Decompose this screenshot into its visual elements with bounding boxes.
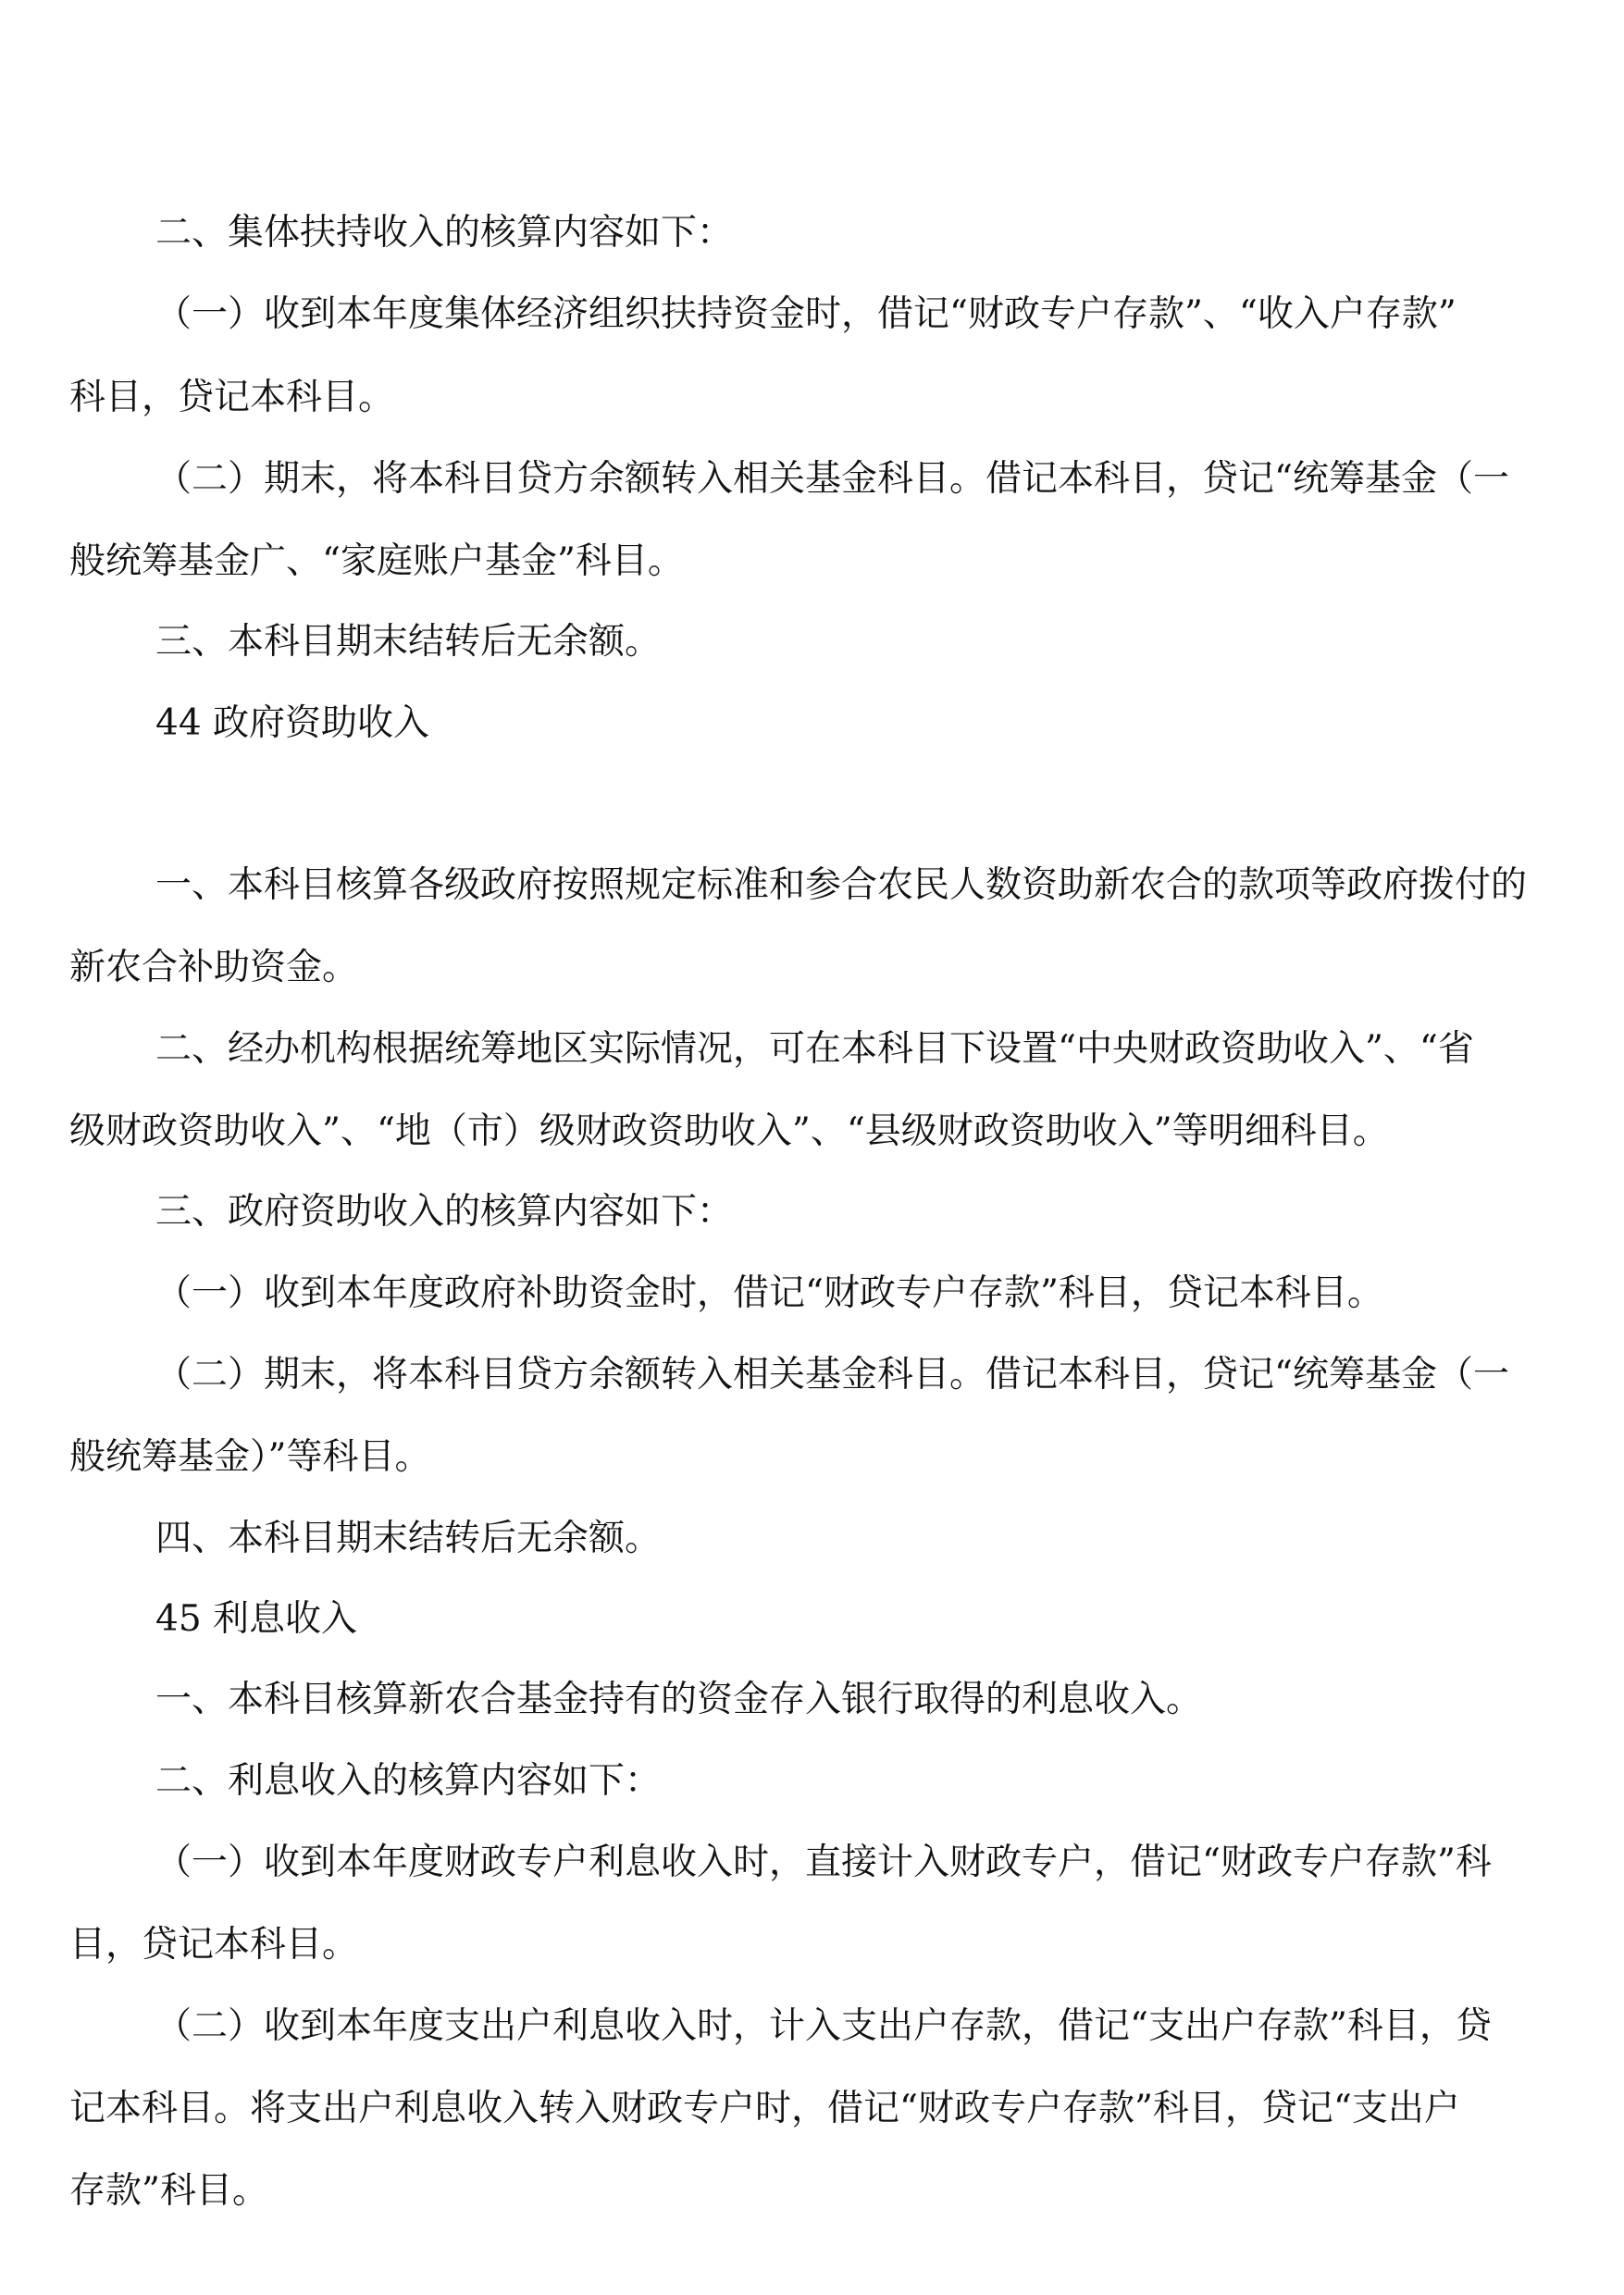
section-heading: 45 利息收入 xyxy=(155,1598,358,1640)
text-line: （一）收到本年度政府补助资金时，借记“财政专户存款”科目，贷记本科目。 xyxy=(155,1272,1383,1314)
text-line: 一、本科目核算各级政府按照规定标准和参合农民人数资助新农合的款项等政府拨付的 xyxy=(155,864,1528,906)
text-line: 三、本科目期末结转后无余额。 xyxy=(155,621,662,663)
text-line: （二）收到本年度支出户利息收入时，计入支出户存款，借记“支出户存款”科目，贷 xyxy=(155,2005,1492,2047)
text-line: 般统筹基金）”等科目。 xyxy=(69,1436,431,1478)
text-line: 三、政府资助收入的核算内容如下： xyxy=(155,1191,734,1233)
text-line: （一）收到本年度集体经济组织扶持资金时，借记“财政专户存款”、“收入户存款” xyxy=(155,293,1457,335)
section-heading: 44 政府资助收入 xyxy=(155,702,430,744)
text-line: 科目，贷记本科目。 xyxy=(69,377,395,418)
text-line: 二、利息收入的核算内容如下： xyxy=(155,1760,662,1802)
text-line: 新农合补助资金。 xyxy=(69,947,359,988)
text-line: 二、集体扶持收入的核算内容如下： xyxy=(155,212,734,254)
text-line: 记本科目。将支出户利息收入转入财政专户时，借记“财政专户存款”科目，贷记“支出户 xyxy=(69,2088,1460,2129)
text-line: 一、本科目核算新农合基金持有的资金存入银行取得的利息收入。 xyxy=(155,1679,1203,1720)
text-line: 目，贷记本科目。 xyxy=(69,1924,359,1966)
text-line: （二）期末，将本科目贷方余额转入相关基金科目。借记本科目，贷记“统筹基金（一 xyxy=(155,1354,1509,1396)
text-line: 般统筹基金广、“家庭账户基金”科目。 xyxy=(69,540,684,582)
text-line: （一）收到本年度财政专户利息收入时，直接计入财政专户，借记“财政专户存款”科 xyxy=(155,1842,1492,1883)
text-line: 四、本科目期末结转后无余额。 xyxy=(155,1518,662,1559)
text-line: （二）期末，将本科目贷方余额转入相关基金科目。借记本科目，贷记“统筹基金（一 xyxy=(155,458,1509,500)
text-line: 存款”科目。 xyxy=(69,2170,268,2212)
text-line: 二、经办机构根据统筹地区实际情况，可在本科目下设置“中央财政资助收入”、“省 xyxy=(155,1028,1474,1070)
text-line: 级财政资助收入”、“地（市）级财政资助收入”、“县级财政资助收入”等明细科目。 xyxy=(69,1110,1389,1152)
